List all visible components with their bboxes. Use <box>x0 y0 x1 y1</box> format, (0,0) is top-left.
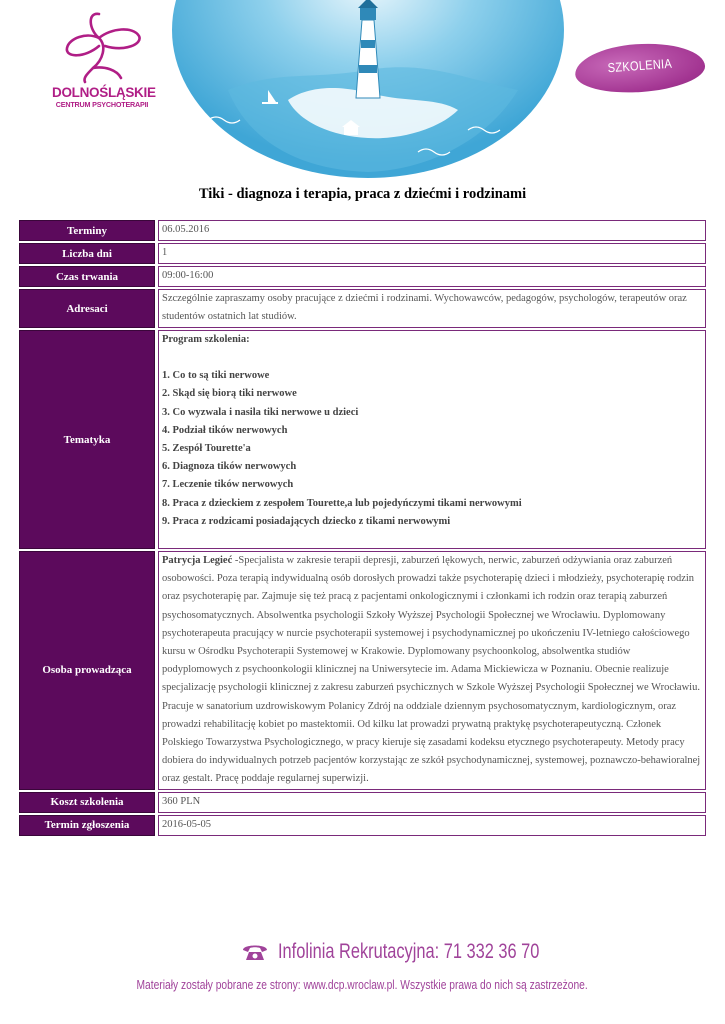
list-item: 5. Zespół Tourette'a <box>162 443 251 455</box>
infolinia-text: Infolinia Rekrutacyjna: 71 332 36 70 <box>278 940 540 963</box>
row-terminy <box>19 220 706 241</box>
row-tematyka <box>19 330 706 549</box>
value-czas-trwania: 09:00-16:00 <box>158 266 706 287</box>
logo-line1: DOLNOŚLĄSKIE <box>52 85 156 100</box>
infolinia[interactable] <box>240 936 613 968</box>
list-item: 7. Leczenie tików nerwowych <box>162 479 294 491</box>
row-osoba-prowadzaca <box>19 551 706 790</box>
label-czas-trwania: Czas trwania <box>19 266 155 287</box>
badge-label: SZKOLENIA <box>607 55 673 76</box>
label-termin-zgloszenia: Termin zgłoszenia <box>19 815 155 836</box>
phone-icon <box>240 941 270 963</box>
label-koszt: Koszt szkolenia <box>19 792 155 813</box>
list-item: 1. Co to są tiki nerwowe <box>162 370 270 382</box>
value-adresaci: Szczególnie zapraszamy osoby pracujące z dziećmi i rodzinami. Wychowawców, pedagogów, psychologów, terapeutów oraz studentów ostatnich lat studiów. <box>158 289 706 328</box>
row-czas-trwania <box>19 266 706 287</box>
label-liczba-dni: Liczba dni <box>19 243 155 264</box>
value-liczba-dni: 1 <box>158 243 706 264</box>
value-tematyka <box>158 330 706 549</box>
list-item: 3. Co wyzwala i nasila tiki nerwowe u dzieci <box>162 406 359 418</box>
szkolenia-badge[interactable] <box>573 40 706 97</box>
label-tematyka: Tematyka <box>19 330 155 549</box>
page-title: Tiki - diagnoza i terapia, praca z dziećmi i rodzinami <box>198 186 527 202</box>
value-termin-zgloszenia: 2016-05-05 <box>158 815 706 836</box>
list-item: 9. Praca z rodzicami posiadających dziecko z tikami nerwowymi <box>162 515 451 527</box>
value-koszt: 360 PLN <box>158 792 706 813</box>
row-termin-zgloszenia <box>19 815 706 836</box>
list-item: 6. Diagnoza tików nerwowych <box>162 461 297 473</box>
footer-note <box>0 978 725 992</box>
list-item: 2. Skąd się biorą tiki nerwowe <box>162 388 297 400</box>
trainer-bio: -Specjalista w zakresie terapii depresji, zaburzeń lękowych, nerwic, zaburzeń odżywiania oraz zaburzeń osobowości. Poza terapią indywidualną osób dorosłych prowadzi także psychoterapię dzieci i młodzieży, psychoterapię rodzin oraz psychoterapię par. Zajmuje się też pracą z pacjentami onkologicznymi i członkami ich rodzin oraz terapią zaburzeń psychosomatycznych. Absolwentka psychologii Szkoły Wyższej Psychologii Społecznej we Wrocławiu. Dyplomowany psychoterapeuta pracujący w nurcie psychoterapii systemowej i psychodynamicznej po ukończeniu IV-letniego całościowego kursu w Ośrodku Psychoterapii Systemowej w Krakowie. Dyplomowany psychoonkolog, absolwentka studiów podyplomowych z psychoonkologii klinicznej na Uniwersytecie im. Adama Mickiewicza w Poznaniu. Obecnie realizuje specjalizację psychologii klinicznej z zakresu zaburzeń psychicznych w Szkole Wyższej Psychologii Społecznej we Wrocławiu. Pracuje w sanatorium uzdrowiskowym Polanicy Zdrój na oddziale dziennym psychosomatycznym, kardiologicznym, oraz prowadzi rehabilitację kobiet po mastektomii. Od kilku lat prowadzi prywatną praktykę psychoterapeutyczną. Członek Polskiego Towarzystwa Psychologicznego, w pracy kieruje się zasadami kodeksu etycznego psychoterapeuty. Metody pracy dobiera do indywidualnych potrzeb pacjentów korzystając ze szkół psychodynamicznej, systemowej, poznawczo-behawioralnej oraz gestalt. Pracę poddaje regularnej superwizji. <box>162 555 701 785</box>
label-osoba-prowadzaca: Osoba prowadząca <box>19 551 155 790</box>
header <box>0 0 725 180</box>
list-item: 8. Praca z dzieckiem z zespołem Tourette,a lub pojedyńczymi tikami nerwowymi <box>162 497 522 509</box>
program-heading: Program szkolenia: <box>162 334 250 345</box>
logo-line2: CENTRUM PSYCHOTERAPII <box>55 100 149 109</box>
value-terminy: 06.05.2016 <box>158 220 706 241</box>
course-info-table <box>19 218 706 838</box>
row-liczba-dni <box>19 243 706 264</box>
row-koszt <box>19 792 706 813</box>
label-terminy: Terminy <box>19 220 155 241</box>
trainer-name: Patrycja Legieć <box>162 555 233 566</box>
logo[interactable] <box>52 8 156 120</box>
butterfly-logo-icon <box>59 8 145 84</box>
row-adresaci <box>19 289 706 328</box>
footer-note-text: Materiały zostały pobrane ze strony: www.dcp.wroclaw.pl. Wszystkie prawa do nich są zastrzeżone. <box>136 978 589 992</box>
lighthouse-illustration <box>168 0 568 180</box>
list-item: 4. Podział tików nerwowych <box>162 424 288 436</box>
label-adresaci: Adresaci <box>19 289 155 328</box>
value-osoba-prowadzaca <box>158 551 706 790</box>
program-list <box>162 367 701 531</box>
